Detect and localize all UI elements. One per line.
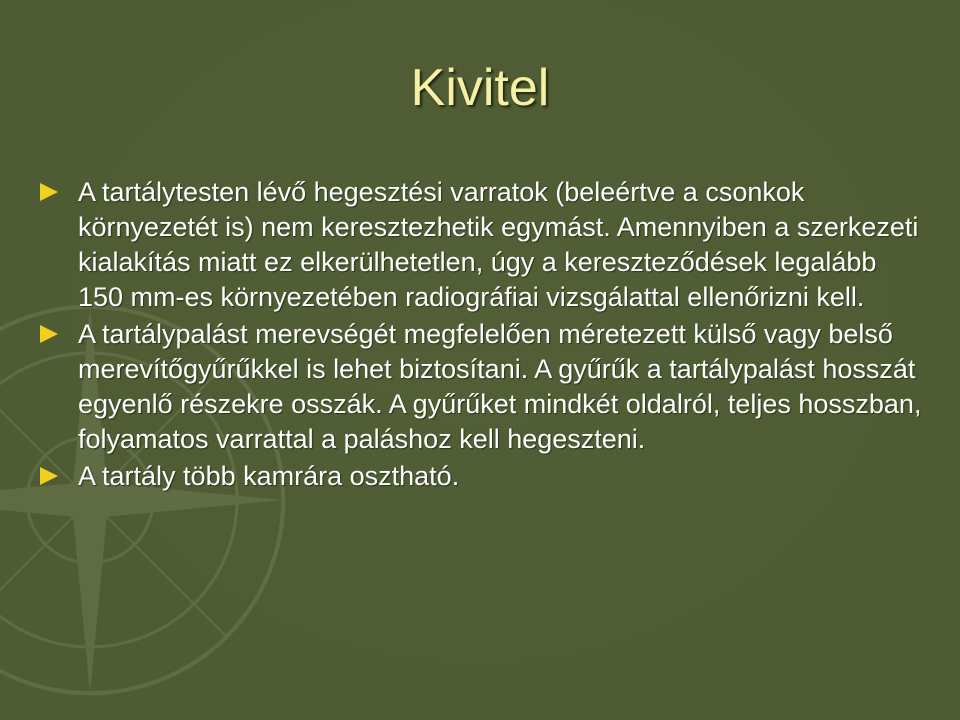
bullet-text: A tartálytesten lévő hegesztési varratok (beleértve a csonkok környezetét is) nem keresztezhetik egymást. Amennyiben a szerkezeti kialakítás miatt ez elkerülhetetlen, úgy a kereszteződések legalább 150 mm-es környezetében radiográfiai vizsgálattal ellenőrizni kell. [78,177,919,312]
bullet-item [36,317,926,457]
triangle-right-icon [40,183,58,201]
triangle-right-icon [40,325,58,343]
bullet-list [36,175,926,496]
slide-title: Kivitel [410,59,550,117]
bullet-text: A tartály több kamrára osztható. [78,461,460,491]
triangle-right-icon [40,467,58,485]
bullet-item [36,459,926,494]
bullet-text: A tartálypalást merevségét megfelelően méretezett külső vagy belső merevítőgyűrűkkel is lehet biztosítani. A gyűrűk a tartálypalást hosszát egyenlő részekre osszák. A gyűrűket mindkét oldalról, teljes hosszban, folyamatos varrattal a paláshoz kell hegeszteni. [78,319,922,454]
bullet-item [36,175,926,315]
